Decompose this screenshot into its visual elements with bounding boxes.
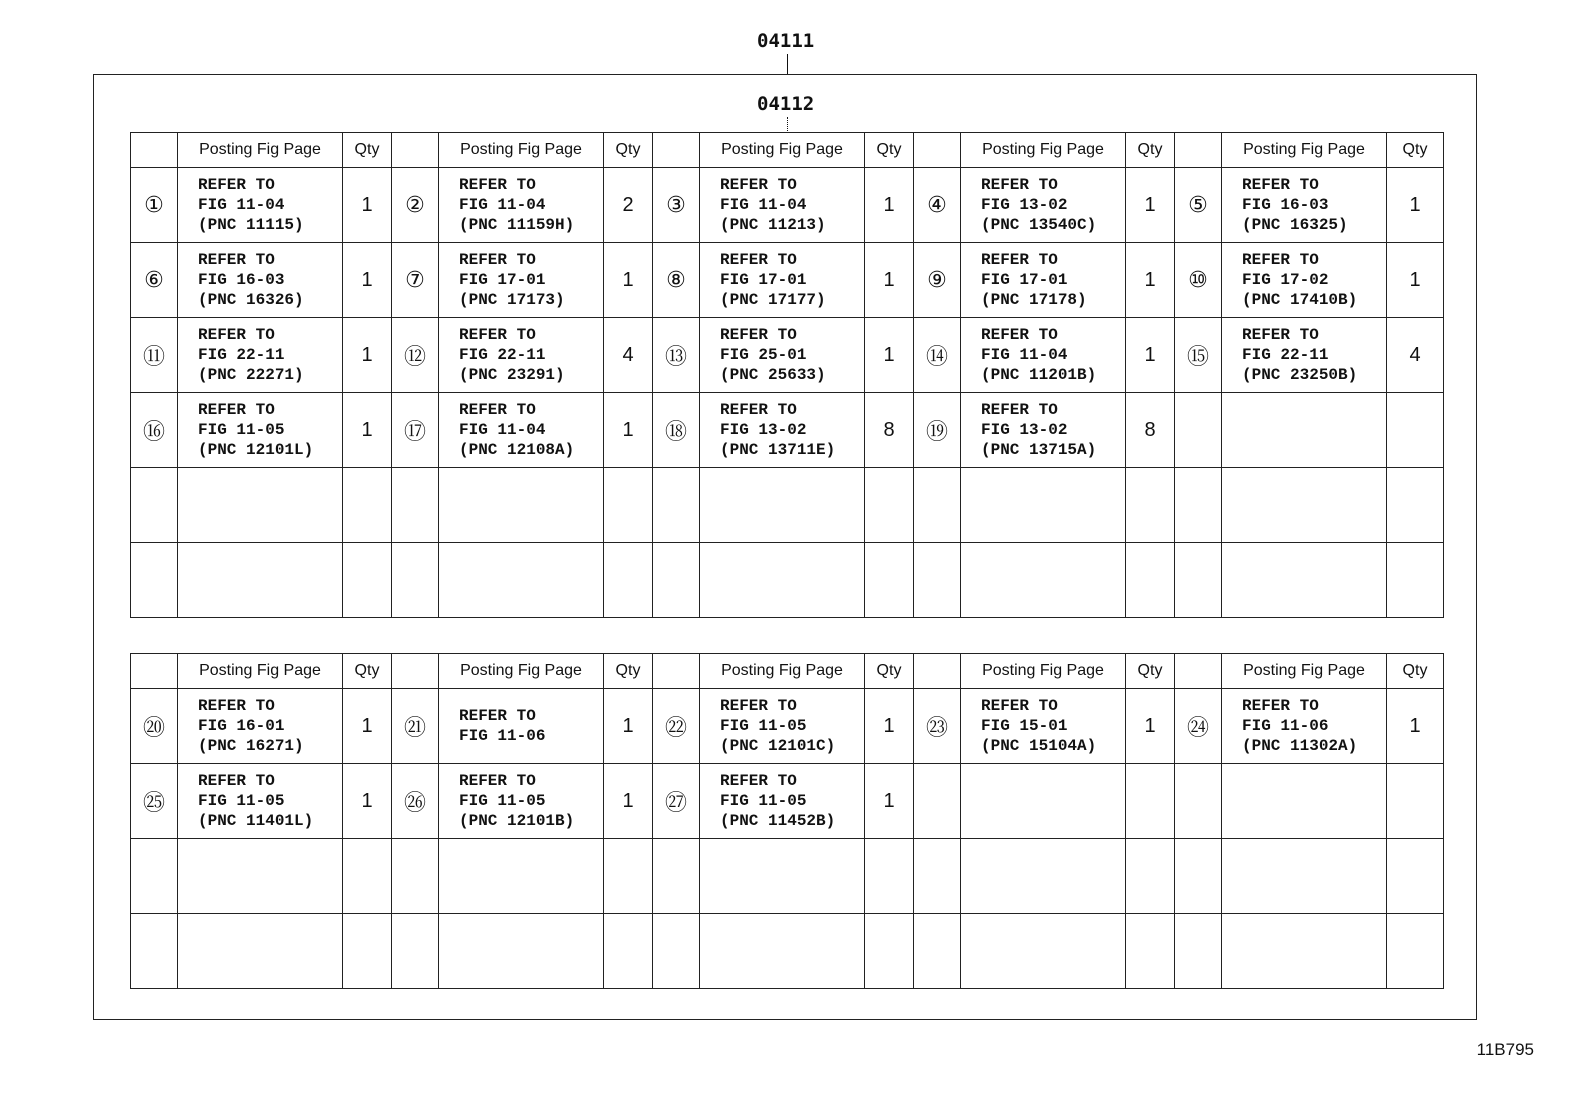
refer-to-label: REFER TO	[720, 176, 797, 194]
quantity: 1	[343, 243, 392, 318]
pnc-code: (PNC 16271)	[198, 737, 304, 755]
quantity: 1	[604, 243, 653, 318]
table-row	[131, 543, 1444, 618]
pnc-code: (PNC 23250B)	[1242, 366, 1358, 384]
posting-reference	[961, 914, 1126, 989]
refer-to-label: REFER TO	[720, 772, 797, 790]
item-number: ⑨	[914, 243, 961, 318]
refer-to-label: REFER TO	[198, 251, 275, 269]
header-qty: Qty	[604, 133, 653, 168]
posting-reference	[961, 318, 1126, 393]
fig-reference: FIG 25-01	[720, 346, 807, 364]
item-number: ㉖	[392, 764, 439, 839]
pnc-code: (PNC 12101B)	[459, 812, 575, 830]
quantity: 1	[1126, 168, 1175, 243]
quantity	[1387, 839, 1444, 914]
header-num-cell	[1175, 133, 1222, 168]
quantity: 1	[1126, 243, 1175, 318]
header-qty: Qty	[865, 654, 914, 689]
posting-reference	[961, 764, 1126, 839]
table-row	[131, 764, 1444, 839]
refer-to-label: REFER TO	[459, 176, 536, 194]
item-number	[914, 543, 961, 618]
refer-to-label: REFER TO	[1242, 176, 1319, 194]
posting-reference	[439, 243, 604, 318]
refer-to-label: REFER TO	[198, 772, 275, 790]
quantity	[865, 839, 914, 914]
header-num-cell	[653, 133, 700, 168]
quantity: 1	[865, 318, 914, 393]
pnc-code: (PNC 11201B)	[981, 366, 1097, 384]
item-number	[914, 914, 961, 989]
header-posting-fig-page: Posting Fig Page	[961, 654, 1126, 689]
item-number	[392, 914, 439, 989]
posting-reference	[439, 543, 604, 618]
posting-reference	[178, 914, 343, 989]
header-posting-fig-page: Posting Fig Page	[178, 654, 343, 689]
posting-reference	[178, 839, 343, 914]
item-number	[1175, 764, 1222, 839]
parts-table-upper	[130, 132, 1444, 618]
item-number	[653, 914, 700, 989]
item-number: ㉓	[914, 689, 961, 764]
quantity	[1126, 764, 1175, 839]
posting-reference	[178, 318, 343, 393]
item-number	[131, 914, 178, 989]
header-qty: Qty	[343, 654, 392, 689]
table-row	[131, 839, 1444, 914]
item-number: ㉕	[131, 764, 178, 839]
posting-reference	[1222, 914, 1387, 989]
header-posting-fig-page: Posting Fig Page	[700, 133, 865, 168]
quantity	[1387, 393, 1444, 468]
pnc-code: (PNC 11302A)	[1242, 737, 1358, 755]
pnc-code: (PNC 16326)	[198, 291, 304, 309]
item-number: ㉔	[1175, 689, 1222, 764]
table-row	[131, 689, 1444, 764]
quantity: 1	[604, 393, 653, 468]
quantity	[1387, 468, 1444, 543]
fig-reference: FIG 13-02	[981, 421, 1068, 439]
table-row	[131, 318, 1444, 393]
posting-reference	[439, 318, 604, 393]
pnc-code: (PNC 23291)	[459, 366, 565, 384]
item-number: ④	[914, 168, 961, 243]
posting-reference	[700, 914, 865, 989]
item-number	[653, 543, 700, 618]
posting-reference	[700, 689, 865, 764]
quantity: 1	[343, 689, 392, 764]
quantity: 2	[604, 168, 653, 243]
table-row	[131, 243, 1444, 318]
item-number: ⑬	[653, 318, 700, 393]
refer-to-label: REFER TO	[459, 326, 536, 344]
posting-reference	[439, 764, 604, 839]
item-number: ㉒	[653, 689, 700, 764]
item-number	[1175, 914, 1222, 989]
refer-to-label: REFER TO	[720, 251, 797, 269]
item-number	[1175, 468, 1222, 543]
posting-reference	[178, 393, 343, 468]
posting-reference	[961, 839, 1126, 914]
quantity	[1387, 764, 1444, 839]
fig-reference: FIG 16-03	[1242, 196, 1329, 214]
item-number	[392, 468, 439, 543]
item-number: ①	[131, 168, 178, 243]
quantity	[343, 839, 392, 914]
refer-to-label: REFER TO	[198, 176, 275, 194]
posting-reference	[1222, 543, 1387, 618]
header-qty: Qty	[604, 654, 653, 689]
fig-reference: FIG 22-11	[459, 346, 546, 364]
table-row	[131, 168, 1444, 243]
header-qty: Qty	[1126, 133, 1175, 168]
item-number: ⑪	[131, 318, 178, 393]
fig-reference: FIG 17-01	[981, 271, 1068, 289]
quantity	[1126, 543, 1175, 618]
quantity	[865, 543, 914, 618]
posting-reference	[700, 839, 865, 914]
item-number: ⑳	[131, 689, 178, 764]
fig-reference: FIG 11-05	[720, 792, 807, 810]
header-num-cell	[1175, 654, 1222, 689]
posting-reference	[1222, 243, 1387, 318]
item-number: ⑭	[914, 318, 961, 393]
fig-reference: FIG 16-01	[198, 717, 285, 735]
refer-to-label: REFER TO	[459, 772, 536, 790]
pnc-code: (PNC 22271)	[198, 366, 304, 384]
posting-reference	[961, 468, 1126, 543]
header-posting-fig-page: Posting Fig Page	[1222, 654, 1387, 689]
header-num-cell	[392, 133, 439, 168]
quantity: 4	[1387, 318, 1444, 393]
header-qty: Qty	[865, 133, 914, 168]
parts-table-lower	[130, 653, 1444, 989]
item-number	[1175, 839, 1222, 914]
refer-to-label: REFER TO	[1242, 251, 1319, 269]
refer-to-label: REFER TO	[198, 326, 275, 344]
quantity: 1	[1387, 168, 1444, 243]
quantity	[343, 914, 392, 989]
fig-reference: FIG 11-05	[198, 792, 285, 810]
quantity	[1126, 839, 1175, 914]
posting-reference	[961, 393, 1126, 468]
fig-reference: FIG 17-01	[720, 271, 807, 289]
pnc-code: (PNC 11452B)	[720, 812, 836, 830]
item-number	[653, 468, 700, 543]
header-qty: Qty	[343, 133, 392, 168]
pnc-code: (PNC 17177)	[720, 291, 826, 309]
posting-reference	[178, 543, 343, 618]
posting-reference	[439, 839, 604, 914]
item-number	[914, 468, 961, 543]
quantity: 1	[343, 168, 392, 243]
item-number: ⑧	[653, 243, 700, 318]
refer-to-label: REFER TO	[720, 697, 797, 715]
quantity: 1	[865, 168, 914, 243]
pnc-code: (PNC 11213)	[720, 216, 826, 234]
refer-to-label: REFER TO	[720, 326, 797, 344]
table-header	[131, 133, 1444, 168]
refer-to-label: REFER TO	[981, 697, 1058, 715]
refer-to-label: REFER TO	[459, 707, 536, 725]
item-number: ⑥	[131, 243, 178, 318]
fig-reference: FIG 17-02	[1242, 271, 1329, 289]
quantity	[1126, 468, 1175, 543]
item-number: ②	[392, 168, 439, 243]
fig-reference: FIG 11-04	[198, 196, 285, 214]
pnc-code: (PNC 12108A)	[459, 441, 575, 459]
fig-reference: FIG 11-06	[459, 727, 546, 745]
fig-reference: FIG 11-04	[459, 421, 546, 439]
pnc-code: (PNC 17410B)	[1242, 291, 1358, 309]
header-num-cell	[653, 654, 700, 689]
item-number: ⑫	[392, 318, 439, 393]
item-number	[392, 839, 439, 914]
refer-to-label: REFER TO	[1242, 697, 1319, 715]
pnc-code: (PNC 15104A)	[981, 737, 1097, 755]
quantity: 1	[343, 764, 392, 839]
fig-reference: FIG 17-01	[459, 271, 546, 289]
posting-reference	[700, 764, 865, 839]
fig-reference: FIG 13-02	[981, 196, 1068, 214]
table-row	[131, 914, 1444, 989]
posting-reference	[178, 689, 343, 764]
posting-reference	[439, 393, 604, 468]
fig-reference: FIG 13-02	[720, 421, 807, 439]
header-num-cell	[131, 654, 178, 689]
posting-reference	[700, 168, 865, 243]
refer-to-label: REFER TO	[981, 326, 1058, 344]
quantity: 1	[865, 689, 914, 764]
refer-to-label: REFER TO	[1242, 326, 1319, 344]
item-number: ⑲	[914, 393, 961, 468]
refer-to-label: REFER TO	[198, 401, 275, 419]
posting-reference	[700, 468, 865, 543]
pnc-code: (PNC 12101L)	[198, 441, 314, 459]
posting-reference	[700, 393, 865, 468]
item-number	[131, 839, 178, 914]
posting-reference	[700, 318, 865, 393]
posting-reference	[439, 468, 604, 543]
header-qty: Qty	[1387, 654, 1444, 689]
posting-reference	[961, 168, 1126, 243]
table-row	[131, 468, 1444, 543]
quantity: 1	[1387, 243, 1444, 318]
quantity	[1387, 543, 1444, 618]
posting-reference	[961, 689, 1126, 764]
header-posting-fig-page: Posting Fig Page	[178, 133, 343, 168]
item-number: ⑤	[1175, 168, 1222, 243]
quantity: 1	[604, 764, 653, 839]
refer-to-label: REFER TO	[720, 401, 797, 419]
refer-to-label: REFER TO	[198, 697, 275, 715]
quantity	[604, 914, 653, 989]
posting-reference	[178, 764, 343, 839]
item-number: ⑩	[1175, 243, 1222, 318]
posting-reference	[961, 543, 1126, 618]
quantity: 8	[1126, 393, 1175, 468]
refer-to-label: REFER TO	[981, 176, 1058, 194]
quantity: 1	[1387, 689, 1444, 764]
drawing-code: 11B795	[1476, 1040, 1534, 1059]
pnc-code: (PNC 13711E)	[720, 441, 836, 459]
pnc-code: (PNC 13540C)	[981, 216, 1097, 234]
quantity	[604, 468, 653, 543]
item-number	[131, 468, 178, 543]
table-row	[131, 393, 1444, 468]
outer-callout-label: 04111	[757, 30, 815, 52]
posting-reference	[1222, 168, 1387, 243]
posting-reference	[178, 168, 343, 243]
quantity	[604, 839, 653, 914]
quantity: 1	[865, 764, 914, 839]
quantity: 1	[343, 393, 392, 468]
pnc-code: (PNC 25633)	[720, 366, 826, 384]
fig-reference: FIG 11-05	[720, 717, 807, 735]
posting-reference	[1222, 468, 1387, 543]
posting-reference	[1222, 393, 1387, 468]
quantity: 1	[604, 689, 653, 764]
quantity: 1	[1126, 318, 1175, 393]
header-num-cell	[131, 133, 178, 168]
quantity: 1	[343, 318, 392, 393]
item-number	[1175, 393, 1222, 468]
item-number	[392, 543, 439, 618]
item-number	[131, 543, 178, 618]
refer-to-label: REFER TO	[981, 401, 1058, 419]
posting-reference	[439, 168, 604, 243]
item-number: ⑦	[392, 243, 439, 318]
item-number: ⑯	[131, 393, 178, 468]
posting-reference	[961, 243, 1126, 318]
header-posting-fig-page: Posting Fig Page	[1222, 133, 1387, 168]
header-qty: Qty	[1126, 654, 1175, 689]
fig-reference: FIG 11-06	[1242, 717, 1329, 735]
fig-reference: FIG 22-11	[1242, 346, 1329, 364]
item-number: ③	[653, 168, 700, 243]
item-number: ⑮	[1175, 318, 1222, 393]
posting-reference	[1222, 689, 1387, 764]
item-number	[653, 839, 700, 914]
item-number	[914, 839, 961, 914]
item-number	[914, 764, 961, 839]
posting-reference	[700, 543, 865, 618]
header-posting-fig-page: Posting Fig Page	[439, 133, 604, 168]
refer-to-label: REFER TO	[981, 251, 1058, 269]
pnc-code: (PNC 17173)	[459, 291, 565, 309]
posting-reference	[1222, 764, 1387, 839]
quantity: 1	[1126, 689, 1175, 764]
posting-reference	[1222, 839, 1387, 914]
pnc-code: (PNC 11115)	[198, 216, 304, 234]
header-posting-fig-page: Posting Fig Page	[700, 654, 865, 689]
posting-reference	[439, 914, 604, 989]
header-num-cell	[914, 133, 961, 168]
posting-reference	[178, 468, 343, 543]
quantity	[343, 543, 392, 618]
fig-reference: FIG 15-01	[981, 717, 1068, 735]
fig-reference: FIG 16-03	[198, 271, 285, 289]
pnc-code: (PNC 11159H)	[459, 216, 575, 234]
quantity	[1387, 914, 1444, 989]
header-qty: Qty	[1387, 133, 1444, 168]
pnc-code: (PNC 16325)	[1242, 216, 1348, 234]
pnc-code: (PNC 17178)	[981, 291, 1087, 309]
posting-reference	[1222, 318, 1387, 393]
quantity	[604, 543, 653, 618]
header-posting-fig-page: Posting Fig Page	[439, 654, 604, 689]
quantity	[865, 914, 914, 989]
refer-to-label: REFER TO	[459, 251, 536, 269]
item-number: ⑰	[392, 393, 439, 468]
item-number: ㉑	[392, 689, 439, 764]
header-num-cell	[392, 654, 439, 689]
posting-reference	[700, 243, 865, 318]
header-num-cell	[914, 654, 961, 689]
fig-reference: FIG 11-05	[198, 421, 285, 439]
item-number: ⑱	[653, 393, 700, 468]
quantity	[343, 468, 392, 543]
fig-reference: FIG 11-04	[459, 196, 546, 214]
fig-reference: FIG 11-05	[459, 792, 546, 810]
posting-reference	[439, 689, 604, 764]
pnc-code: (PNC 11401L)	[198, 812, 314, 830]
table-header	[131, 654, 1444, 689]
quantity: 8	[865, 393, 914, 468]
fig-reference: FIG 22-11	[198, 346, 285, 364]
item-number	[1175, 543, 1222, 618]
item-number: ㉗	[653, 764, 700, 839]
inner-callout-label: 04112	[757, 93, 815, 115]
pnc-code: (PNC 12101C)	[720, 737, 836, 755]
pnc-code: (PNC 13715A)	[981, 441, 1097, 459]
posting-reference	[178, 243, 343, 318]
quantity: 4	[604, 318, 653, 393]
header-posting-fig-page: Posting Fig Page	[961, 133, 1126, 168]
fig-reference: FIG 11-04	[981, 346, 1068, 364]
quantity	[1126, 914, 1175, 989]
inner-leader-line	[787, 117, 788, 133]
quantity	[865, 468, 914, 543]
refer-to-label: REFER TO	[459, 401, 536, 419]
quantity: 1	[865, 243, 914, 318]
outer-leader-line	[787, 54, 788, 75]
fig-reference: FIG 11-04	[720, 196, 807, 214]
